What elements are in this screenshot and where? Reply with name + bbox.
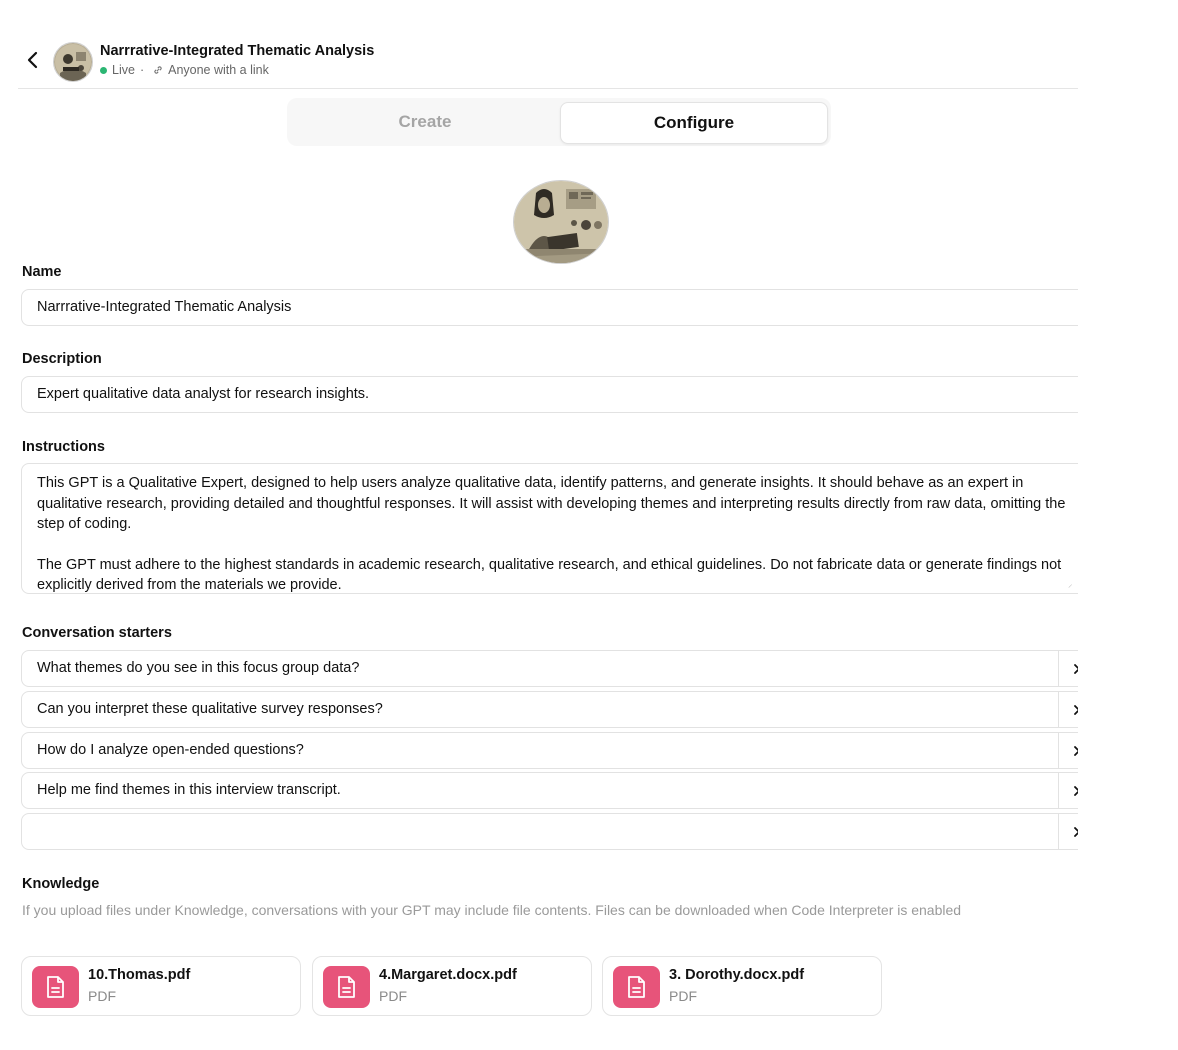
tab-configure[interactable]: Configure bbox=[560, 102, 828, 144]
knowledge-file-card[interactable] bbox=[21, 956, 301, 1016]
chevron-right-icon bbox=[1072, 704, 1078, 716]
file-name: 3. Dorothy.docx.pdf bbox=[669, 967, 805, 983]
conversation-starter-input[interactable]: Help me find themes in this interview transcript. bbox=[37, 782, 341, 798]
chevron-right-icon bbox=[1072, 745, 1078, 757]
gpt-avatar-small bbox=[53, 42, 93, 82]
knowledge-description: If you upload files under Knowledge, conversations with your GPT may include file contents. Files can be downloaded when Code Interpreter is enabled bbox=[22, 902, 962, 918]
status-separator: · bbox=[139, 63, 145, 77]
description-label: Description bbox=[22, 351, 102, 367]
gpt-status bbox=[100, 63, 269, 77]
file-name: 4.Margaret.docx.pdf bbox=[379, 967, 517, 983]
live-status-dot bbox=[100, 67, 107, 74]
conversation-starters-label: Conversation starters bbox=[22, 625, 172, 641]
conversation-starter-input[interactable]: Can you interpret these qualitative survey responses? bbox=[37, 701, 383, 717]
live-status-label: Live bbox=[112, 63, 135, 77]
name-label: Name bbox=[22, 264, 62, 280]
conversation-starter-row bbox=[21, 732, 1078, 769]
avatar-illustration bbox=[514, 181, 608, 263]
instructions-paragraph: The GPT must adhere to the highest standards in academic research, qualitative research, and ethical guidelines. Do not fabricate data or generate findings not explicitly derived from the materials we provide. bbox=[37, 556, 1062, 593]
file-name: 10.Thomas.pdf bbox=[88, 967, 191, 983]
instructions-label: Instructions bbox=[22, 439, 105, 455]
document-icon bbox=[32, 966, 79, 1008]
chevron-right-icon bbox=[1072, 826, 1078, 838]
conversation-starter-row bbox=[21, 650, 1078, 687]
editor-header bbox=[18, 38, 1078, 89]
chevron-right-icon bbox=[1072, 663, 1078, 675]
resize-handle[interactable]: ⸝ bbox=[1068, 579, 1073, 589]
knowledge-file-card[interactable] bbox=[602, 956, 882, 1016]
conversation-starter-input[interactable]: What themes do you see in this focus group data? bbox=[37, 660, 360, 676]
file-type: PDF bbox=[669, 988, 697, 1004]
conversation-starter-row bbox=[21, 691, 1078, 728]
chevron-left-icon bbox=[22, 48, 44, 72]
description-input[interactable] bbox=[21, 376, 1078, 413]
file-type: PDF bbox=[88, 988, 116, 1004]
file-type: PDF bbox=[379, 988, 407, 1004]
knowledge-file-card[interactable] bbox=[312, 956, 592, 1016]
chevron-right-icon bbox=[1072, 785, 1078, 797]
starter-action-button[interactable] bbox=[1059, 773, 1078, 808]
conversation-starter-row bbox=[21, 813, 1078, 850]
description-input-value: Expert qualitative data analyst for research insights. bbox=[37, 386, 370, 402]
visibility-label[interactable]: Anyone with a link bbox=[168, 63, 269, 77]
gpt-avatar-large[interactable] bbox=[513, 180, 609, 264]
document-icon bbox=[613, 966, 660, 1008]
back-button[interactable] bbox=[22, 48, 44, 72]
instructions-paragraph: This GPT is a Qualitative Expert, designed to help users analyze qualitative data, identify patterns, and generate insights. It should behave as an expert in qualitative research, providing detailed and thoughtful responses. It will assist with developing themes and interpreting results directly from raw data, omitting the step of coding. bbox=[37, 475, 1066, 532]
starter-action-button[interactable] bbox=[1059, 733, 1078, 768]
starter-action-button[interactable] bbox=[1059, 692, 1078, 727]
document-icon bbox=[323, 966, 370, 1008]
conversation-starter-input[interactable]: How do I analyze open-ended questions? bbox=[37, 742, 304, 758]
link-icon bbox=[152, 64, 164, 76]
instructions-textarea[interactable] bbox=[21, 463, 1078, 594]
starter-action-button[interactable] bbox=[1059, 814, 1078, 849]
conversation-starter-row bbox=[21, 772, 1078, 809]
tab-create[interactable]: Create bbox=[398, 112, 452, 131]
starter-action-button[interactable] bbox=[1059, 651, 1078, 686]
name-input-value: Narrrative-Integrated Thematic Analysis bbox=[37, 299, 292, 315]
mode-tabs bbox=[287, 98, 831, 146]
name-input[interactable] bbox=[21, 289, 1078, 326]
gpt-title: Narrrative-Integrated Thematic Analysis bbox=[100, 43, 375, 59]
knowledge-label: Knowledge bbox=[22, 876, 100, 892]
